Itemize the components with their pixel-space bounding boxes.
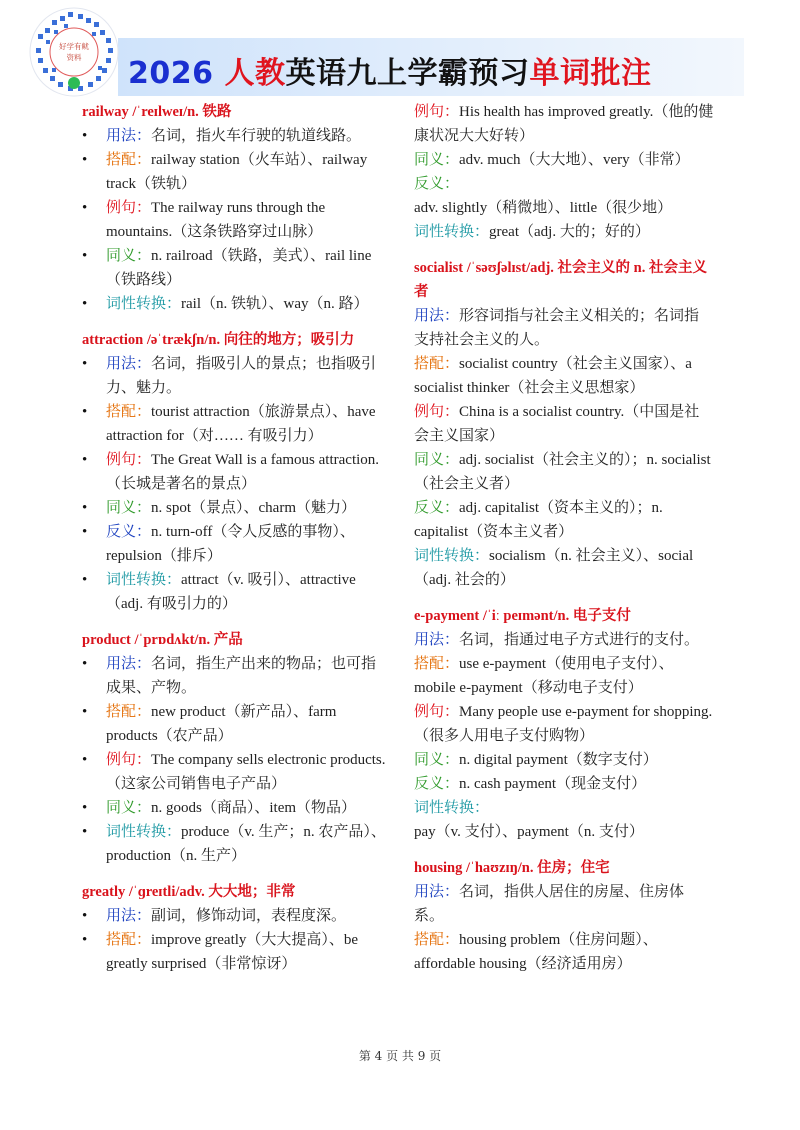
entry-line: [82, 748, 390, 796]
entry-line: [414, 220, 714, 244]
entry-line: [82, 652, 390, 700]
entry-headword: housing /ˈhaʊzɪŋ/n. 住房；住宅: [414, 860, 610, 876]
entry-text: n. goods（商品）、item（物品）: [151, 800, 357, 816]
entry-line: [82, 244, 390, 292]
entry-text: Many people use e-payment for shopping.（很多人用电子支付购物）: [414, 704, 713, 744]
entry-text: new product（新产品）、farm products（农产品）: [106, 704, 337, 744]
entry-label: 搭配：: [414, 656, 460, 672]
vocab-entry: [414, 256, 714, 592]
entry-line: [414, 772, 714, 796]
entry-gap: [414, 244, 714, 256]
entry-gap: [82, 316, 390, 328]
title-main: 英语九上学霸预习: [285, 56, 530, 91]
entry-line: [414, 544, 714, 592]
entry-text: n. digital payment（数字支付）: [459, 752, 658, 768]
entry-text: 名词，指吸引人的景点；也指吸引力、魅力。: [106, 356, 377, 396]
entry-line: [82, 448, 390, 496]
entry-text: socialist country（社会主义国家）、a socialist thinker（社会主义思想家）: [414, 356, 692, 396]
vocab-entry: [414, 100, 714, 244]
entry-text: pay（v. 支付）、payment（n. 支付）: [414, 824, 644, 840]
entry-headword: socialist /ˈsəʊʃəlɪst/adj. 社会主义的 n. 社会主义者: [414, 260, 707, 300]
entry-line: [82, 904, 390, 928]
entry-text: The company sells electronic products.（这家公司销售电子产品）: [106, 752, 386, 792]
title-red-part: 单词批注: [529, 56, 652, 91]
entry-text: n. cash payment（现金支付）: [459, 776, 647, 792]
entry-line: [414, 148, 714, 172]
entry-text: 名词，指通过电子方式进行的支付。: [459, 632, 700, 648]
entry-line: [82, 400, 390, 448]
entry-label: 例句：: [106, 752, 152, 768]
entry-line: [414, 700, 714, 748]
entry-text: adv. much（大大地）、very（非常）: [459, 152, 690, 168]
entry-label: 用法：: [106, 356, 152, 372]
vocab-entry: [82, 328, 390, 616]
vocab-entry: [82, 100, 390, 316]
entry-line: [414, 496, 714, 544]
entry-text: adv. slightly（稍微地）、little（很少地）: [414, 200, 673, 216]
entry-headword: e-payment /ˈiː peɪmənt/n. 电子支付: [414, 608, 631, 624]
entry-line: [82, 928, 390, 976]
entry-label: 同义：: [414, 152, 460, 168]
entry-text: The railway runs through the mountains.（这条铁路穿过山脉）: [106, 200, 326, 240]
title-blue-part: 人教: [224, 56, 286, 91]
entry-text: China is a socialist country.（中国是社会主义国家）: [414, 404, 700, 444]
entry-line: [414, 628, 714, 652]
vocab-entry: [82, 628, 390, 868]
entry-label: 例句：: [414, 104, 460, 120]
entry-label: 用法：: [106, 656, 152, 672]
entry-label: 同义：: [414, 452, 460, 468]
entry-line: [414, 880, 714, 928]
entry-text: use e-payment（使用电子支付）、mobile e-payment（移动电子支付）: [414, 656, 674, 696]
entry-label: 词性转换：: [414, 548, 490, 564]
entry-line: [414, 304, 714, 352]
entry-line: [414, 352, 714, 400]
entry-label: 词性转换：: [106, 296, 182, 312]
entry-gap: [414, 844, 714, 856]
entry-text: rail（n. 铁轨）、way（n. 路）: [181, 296, 369, 312]
entry-gap: [414, 592, 714, 604]
logo-text-1: 好学有鱿: [59, 42, 89, 51]
entry-text: adj. socialist（社会主义的）；n. socialist（社会主义者）: [414, 452, 711, 492]
entry-text: 副词，修饰动词，表程度深。: [151, 908, 347, 924]
entry-headword: railway /ˈreɪlweɪ/n. 铁路: [82, 104, 232, 120]
entry-label: 搭配：: [414, 356, 460, 372]
entry-label: 搭配：: [414, 932, 460, 948]
entry-label: 同义：: [414, 752, 460, 768]
qr-logo: [28, 6, 120, 98]
entry-label: 例句：: [106, 200, 152, 216]
entry-text: n. turn-off（令人反感的事物）、repulsion（排斥）: [106, 524, 355, 564]
vocab-entry: [414, 604, 714, 844]
title-year: 2026: [128, 56, 214, 91]
entry-text: housing problem（住房问题）、affordable housing（经济适用房）: [414, 932, 658, 972]
entry-label: 用法：: [106, 128, 152, 144]
entry-line: [82, 568, 390, 616]
entry-line: [414, 100, 714, 148]
entry-text: great（adj. 大的；好的）: [489, 224, 650, 240]
entry-line: [414, 652, 714, 700]
entry-label: 反义：: [414, 500, 460, 516]
left-column: [82, 100, 390, 976]
vocab-entry: [414, 856, 714, 976]
entry-label: 例句：: [106, 452, 152, 468]
entry-line: [82, 148, 390, 196]
entry-text: n. spot（景点）、charm（魅力）: [151, 500, 356, 516]
entry-text: 名词，指生产出来的物品；也可指成果、产物。: [106, 656, 377, 696]
entry-label: 词性转换：: [106, 572, 182, 588]
entry-label: 用法：: [106, 908, 152, 924]
entry-line: [414, 448, 714, 496]
entry-headword: attraction /əˈtrækʃn/n. 向往的地方；吸引力: [82, 332, 355, 348]
entry-label: 用法：: [414, 884, 460, 900]
entry-label: 用法：: [414, 308, 460, 324]
entry-label: 搭配：: [106, 932, 152, 948]
entry-label: 反义：: [414, 776, 460, 792]
entry-line: [82, 820, 390, 868]
entry-text: 名词，指供人居住的房屋、住房体系。: [414, 884, 685, 924]
entry-text: attract（v. 吸引）、attractive（adj. 有吸引力的）: [106, 572, 356, 612]
entry-label: 词性转换：: [414, 224, 490, 240]
entry-label: 词性转换：: [414, 800, 490, 816]
entry-text: railway station（火车站）、railway track（铁轨）: [106, 152, 368, 192]
entry-text: 形容词指与社会主义相关的；名词指支持社会主义的人。: [414, 308, 700, 348]
entry-headword: greatly /ˈɡreɪtli/adv. 大大地；非常: [82, 884, 296, 900]
entry-text: 名词，指火车行驶的轨道线路。: [151, 128, 362, 144]
entry-line: [414, 796, 714, 844]
entry-headword: product /ˈprɒdʌkt/n. 产品: [82, 632, 243, 648]
entry-text: produce（v. 生产；n. 农产品）、production（n. 生产）: [106, 824, 386, 864]
entry-label: 词性转换：: [106, 824, 182, 840]
entry-line: [414, 748, 714, 772]
entry-line: [414, 400, 714, 448]
entry-line: [82, 196, 390, 244]
entry-label: 例句：: [414, 404, 460, 420]
entry-label: 例句：: [414, 704, 460, 720]
entry-label: 反义：: [106, 524, 152, 540]
vocab-entry: [82, 880, 390, 976]
page-footer: 第 4 页 共 9 页: [358, 1049, 442, 1063]
entry-text: The Great Wall is a famous attraction.（长城是著名的景点）: [106, 452, 380, 492]
entry-line: [414, 172, 714, 220]
entry-gap: [82, 868, 390, 880]
entry-line: [82, 352, 390, 400]
entry-label: 同义：: [106, 248, 152, 264]
entry-label: 搭配：: [106, 404, 152, 420]
entry-label: 用法：: [414, 632, 460, 648]
entry-text: His health has improved greatly.（他的健康状况大大好转）: [414, 104, 714, 144]
entry-line: [82, 124, 390, 148]
entry-text: adj. capitalist（资本主义的）；n. capitalist（资本主义者）: [414, 500, 663, 540]
entry-line: [414, 928, 714, 976]
entry-line: [82, 496, 390, 520]
entry-text: socialism（n. 社会主义）、social（adj. 社会的）: [414, 548, 694, 588]
entry-gap: [82, 616, 390, 628]
entry-label: 同义：: [106, 800, 152, 816]
entry-label: 反义：: [414, 176, 460, 192]
entry-line: [82, 292, 390, 316]
entry-line: [82, 520, 390, 568]
entry-text: n. railroad（铁路，美式）、rail line（铁路线）: [106, 248, 372, 288]
right-column: [414, 100, 714, 976]
entry-line: [82, 700, 390, 748]
entry-label: 同义：: [106, 500, 152, 516]
page-title: [128, 48, 651, 92]
entry-text: tourist attraction（旅游景点）、have attraction for（对…… 有吸引力）: [106, 404, 376, 444]
logo-text-2: 资料: [66, 53, 82, 62]
entry-line: [82, 796, 390, 820]
entry-label: 搭配：: [106, 152, 152, 168]
entry-label: 搭配：: [106, 704, 152, 720]
entry-text: improve greatly（大大提高）、be greatly surprised（非常惊讶）: [106, 932, 359, 972]
